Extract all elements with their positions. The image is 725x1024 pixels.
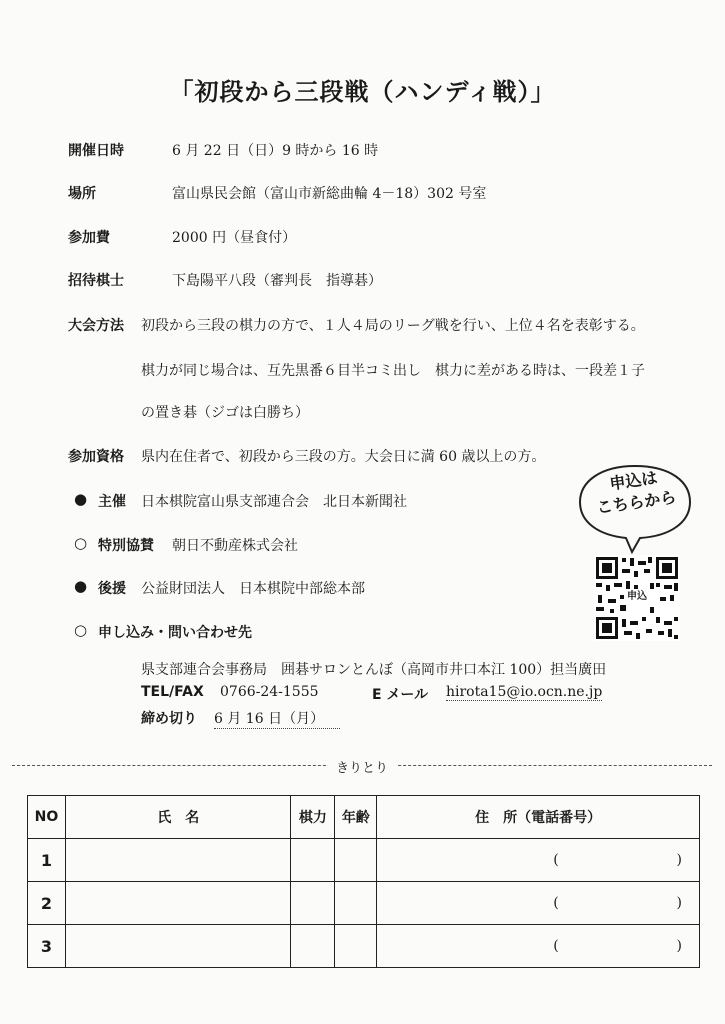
name-cell[interactable] xyxy=(65,925,290,968)
row-number: 3 xyxy=(28,925,66,968)
table-header-row xyxy=(28,796,700,839)
deadline-value: 6 月 16 日（月） xyxy=(214,708,340,729)
address-cell[interactable] xyxy=(377,925,700,968)
application-form-table xyxy=(27,795,700,968)
table-row xyxy=(28,925,700,968)
rank-cell[interactable] xyxy=(291,839,335,882)
address-cell[interactable] xyxy=(377,882,700,925)
table-row xyxy=(28,839,700,882)
method-label: 大会方法 xyxy=(68,318,124,334)
table-row xyxy=(28,882,700,925)
method-line-1: 初段から三段の棋力の方で、１人４局のリーグ戦を行い、上位４名を表彰する。 xyxy=(141,318,645,334)
col-header-address: 住 所（電話番号） xyxy=(377,796,700,839)
paren-close: ) xyxy=(676,852,682,868)
page-title: 「初段から三段戦（ハンディ戦）」 xyxy=(169,77,556,106)
bubble-line-1: 申込は xyxy=(608,467,659,494)
age-cell[interactable] xyxy=(335,882,377,925)
tel-label: TEL/FAX xyxy=(141,684,204,700)
paren-close: ) xyxy=(676,938,682,954)
deadline-label: 締め切り xyxy=(141,711,197,727)
contact-bullet: ○ xyxy=(74,621,88,639)
row-number: 2 xyxy=(28,882,66,925)
paren-open: ( xyxy=(553,895,559,911)
support-label: 後援 xyxy=(98,581,126,597)
address-cell[interactable] xyxy=(377,839,700,882)
col-header-no: NO xyxy=(28,796,66,839)
organizer-label: 主催 xyxy=(98,494,126,510)
venue-value: 富山県民会館（富山市新総曲輪 4－18）302 号室 xyxy=(172,186,487,202)
organizer-bullet: ● xyxy=(74,490,88,508)
organizer-value: 日本棋院富山県支部連合会 北日本新聞社 xyxy=(141,494,407,510)
col-header-rank: 棋力 xyxy=(291,796,335,839)
tel-value: 0766-24-1555 xyxy=(220,684,319,700)
guest-label: 招待棋士 xyxy=(68,273,124,289)
support-value: 公益財団法人 日本棋院中部総本部 xyxy=(141,581,365,597)
col-header-name: 氏 名 xyxy=(65,796,290,839)
date-value: 6 月 22 日（日）9 時から 16 時 xyxy=(172,143,379,159)
eligibility-value: 県内在住者で、初段から三段の方。大会日に満 60 歳以上の方。 xyxy=(141,449,546,465)
qr-overlay-text: 申込 xyxy=(627,591,647,602)
venue-label: 場所 xyxy=(68,186,96,202)
eligibility-label: 参加資格 xyxy=(68,449,124,465)
email-value[interactable]: hirota15@io.ocn.ne.jp xyxy=(446,684,603,700)
rank-cell[interactable] xyxy=(291,882,335,925)
date-label: 開催日時 xyxy=(68,143,124,159)
email-label: E メール xyxy=(372,687,429,703)
support-bullet: ● xyxy=(74,577,88,595)
guest-value: 下島陽平八段（審判長 指導碁） xyxy=(172,273,382,289)
sponsor-bullet: ○ xyxy=(74,534,88,552)
col-header-age: 年齢 xyxy=(335,796,377,839)
rank-cell[interactable] xyxy=(291,925,335,968)
sponsor-value: 朝日不動産株式会社 xyxy=(172,538,298,554)
bubble-line-2: こちらから xyxy=(595,487,678,518)
contact-office: 県支部連合会事務局 囲碁サロンとんぼ（高岡市井口本江 100）担当廣田 xyxy=(141,662,607,678)
row-number: 1 xyxy=(28,839,66,882)
fee-value: 2000 円（昼食付） xyxy=(172,230,297,246)
age-cell[interactable] xyxy=(335,925,377,968)
fee-label: 参加費 xyxy=(68,230,110,246)
method-line-2: 棋力が同じ場合は、互先黒番６目半コミ出し 棋力に差がある時は、一段差１子 xyxy=(141,363,645,379)
age-cell[interactable] xyxy=(335,839,377,882)
name-cell[interactable] xyxy=(65,882,290,925)
name-cell[interactable] xyxy=(65,839,290,882)
paren-close: ) xyxy=(676,895,682,911)
paren-open: ( xyxy=(553,938,559,954)
method-line-3: の置き碁（ジゴは白勝ち） xyxy=(141,405,309,421)
contact-heading: 申し込み・問い合わせ先 xyxy=(98,625,252,641)
cut-label: きりとり xyxy=(328,757,396,776)
sponsor-label: 特別協賛 xyxy=(98,538,154,554)
paren-open: ( xyxy=(553,852,559,868)
